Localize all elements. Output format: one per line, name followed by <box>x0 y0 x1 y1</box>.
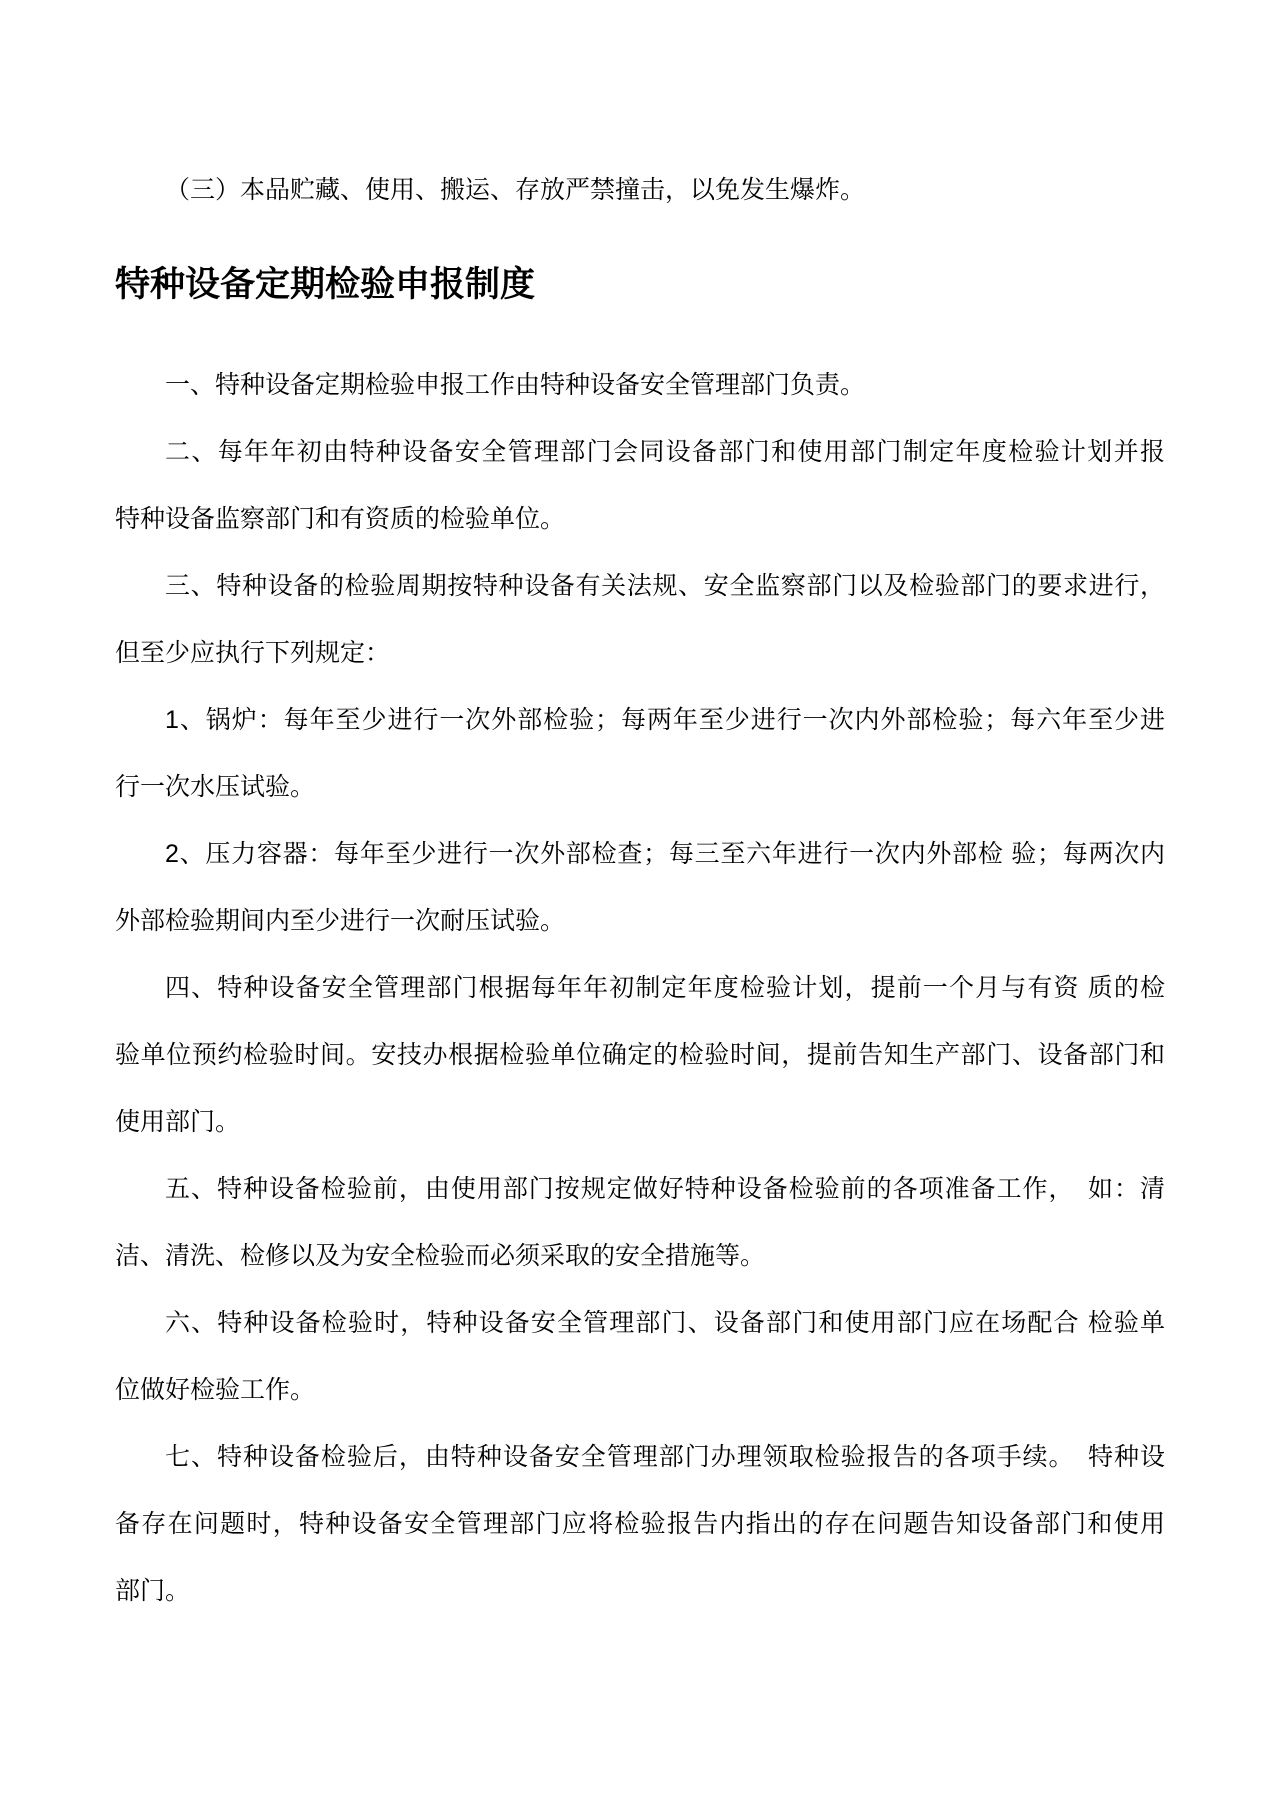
intro-paragraph: （三）本品贮藏、使用、搬运、存放严禁撞击，以免发生爆炸。 <box>165 176 866 204</box>
paragraph-line: 位做好检验工作。 <box>115 1376 316 1404</box>
paragraph-line: 使用部门。 <box>115 1108 241 1136</box>
paragraph-line: 特种设备监察部门和有资质的检验单位。 <box>115 505 566 533</box>
paragraph-line: 一、特种设备定期检验申报工作由特种设备安全管理部门负责。 <box>165 371 866 399</box>
paragraph-line: 行一次水压试验。 <box>115 773 316 801</box>
paragraph-line: 洁、清洗、检修以及为安全检验而必须采取的安全措施等。 <box>115 1242 766 1270</box>
paragraph-line: 二、每年年初由特种设备安全管理部门会同设备部门和使用部门制定年度检验计划并报 <box>165 438 1165 466</box>
paragraph-line: 外部检验期间内至少进行一次耐压试验。 <box>115 907 566 935</box>
document-title: 特种设备定期检验申报制度 <box>115 265 536 304</box>
paragraph-line: 备存在问题时，特种设备安全管理部门应将检验报告内指出的存在问题告知设备部门和使用 <box>115 1510 1165 1538</box>
paragraph-line: 四、特种设备安全管理部门根据每年年初制定年度检验计划，提前一个月与有资 质的检 <box>165 974 1165 1002</box>
paragraph-line: 2、压力容器：每年至少进行一次外部检查；每三至六年进行一次内外部检 验；每两次内 <box>165 840 1165 868</box>
paragraph-line: 1、锅炉：每年至少进行一次外部检验；每两年至少进行一次内外部检验；每六年至少进 <box>165 706 1165 734</box>
paragraph-line: 三、特种设备的检验周期按特种设备有关法规、安全监察部门以及检验部门的要求进行， <box>165 572 1165 600</box>
paragraph-line: 但至少应执行下列规定： <box>115 639 391 667</box>
document-body <box>115 352 1165 1625</box>
paragraph-line: 七、特种设备检验后，由特种设备安全管理部门办理领取检验报告的各项手续。 特种设 <box>165 1443 1165 1471</box>
paragraph-line: 验单位预约检验时间。安技办根据检验单位确定的检验时间，提前告知生产部门、设备部门和 <box>115 1041 1165 1069</box>
paragraph-line: 六、特种设备检验时，特种设备安全管理部门、设备部门和使用部门应在场配合 检验单 <box>165 1309 1165 1337</box>
paragraph-line: 五、特种设备检验前，由使用部门按规定做好特种设备检验前的各项准备工作， 如：清 <box>165 1175 1165 1203</box>
paragraph-line: 部门。 <box>115 1577 191 1605</box>
